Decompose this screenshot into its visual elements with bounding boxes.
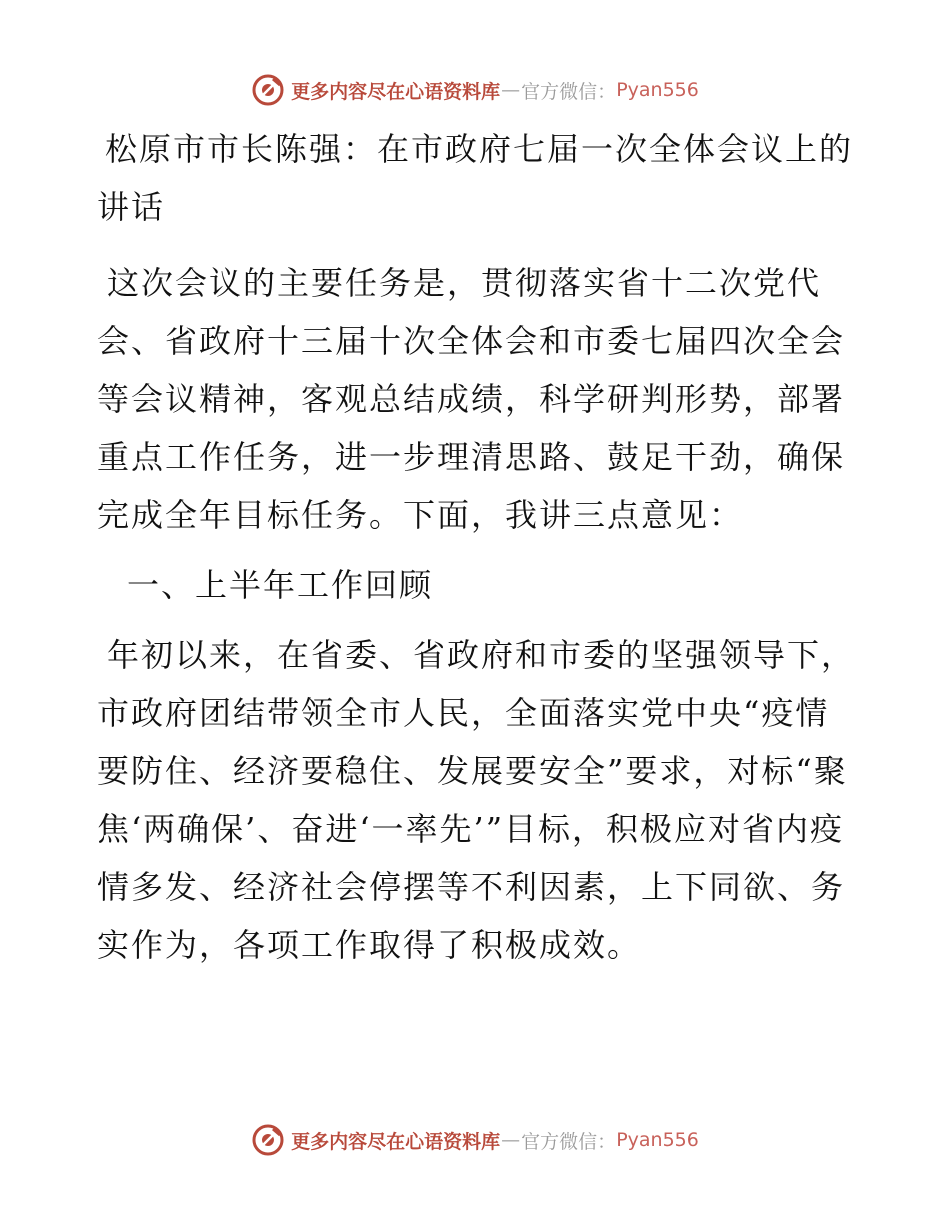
footer-watermark — [0, 1120, 950, 1160]
watermark-wechat-id: Pyan556 — [616, 1129, 699, 1151]
seal-logo-icon — [251, 1123, 285, 1157]
watermark-wechat-id: Pyan556 — [616, 79, 699, 101]
watermark-separator: — — [501, 79, 521, 101]
watermark-label: 官方微信： — [521, 1130, 617, 1153]
watermark-separator: — — [501, 1129, 521, 1151]
header-watermark — [0, 70, 950, 110]
watermark-main-text: 更多内容尽在心语资料库 — [291, 80, 501, 103]
section-heading: 一、上半年工作回顾 — [127, 566, 434, 604]
watermark-label: 官方微信： — [521, 80, 617, 103]
document-title: 松原市市长陈强：在市政府七届一次全体会议上的讲话 — [97, 130, 854, 226]
section-paragraph: 年初以来，在省委、省政府和市委的坚强领导下，市政府团结带领全市人民，全面落实党中央“疫情要防住、经济要稳住、发展要安全”要求，对标“聚焦‘两确保’、奋进‘一率先’”目标，积极应对省内疫情多发、经济社会停摆等不利因素，上下同欲、务实作为，各项工作取得了积极成效。 — [97, 636, 856, 964]
watermark-main-text: 更多内容尽在心语资料库 — [291, 1130, 501, 1153]
seal-logo-icon — [251, 73, 285, 107]
intro-paragraph: 这次会议的主要任务是，贯彻落实省十二次党代会、省政府十三届十次全体会和市委七届四次全会等会议精神，客观总结成绩，科学研判形势，部署重点工作任务，进一步理清思路、鼓足干劲，确保完成全年目标任务。下面，我讲三点意见： — [97, 264, 846, 534]
document-body — [97, 120, 857, 974]
